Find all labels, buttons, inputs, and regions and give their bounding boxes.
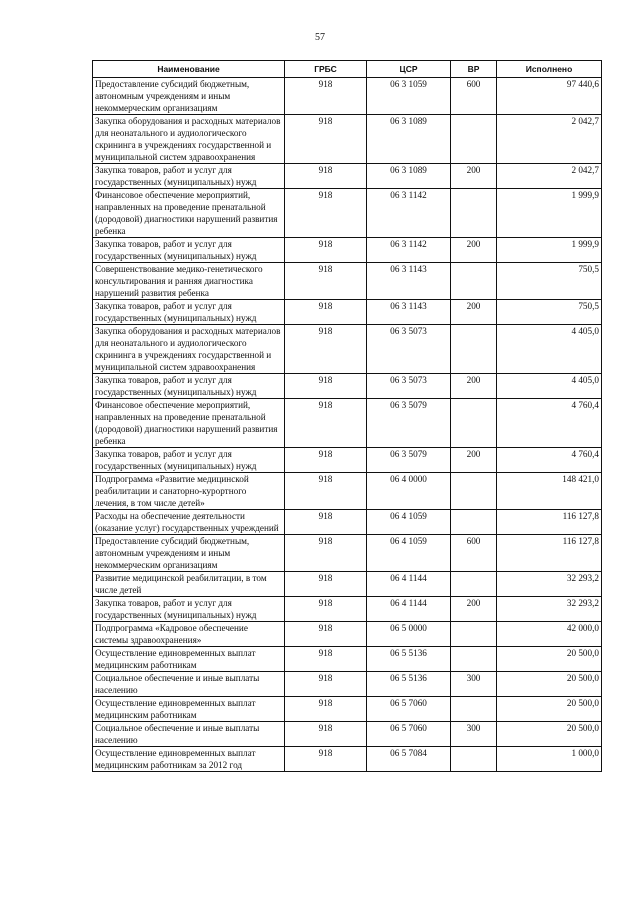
cell-amount: 97 440,6 xyxy=(497,78,602,115)
cell-grbs: 918 xyxy=(285,164,367,189)
table-row xyxy=(93,747,602,772)
cell-vr: 600 xyxy=(451,535,497,572)
cell-csr: 06 5 5136 xyxy=(367,647,451,672)
cell-grbs: 918 xyxy=(285,473,367,510)
cell-amount: 4 405,0 xyxy=(497,374,602,399)
cell-vr: 200 xyxy=(451,374,497,399)
cell-amount: 750,5 xyxy=(497,300,602,325)
cell-amount: 32 293,2 xyxy=(497,597,602,622)
cell-csr: 06 5 5136 xyxy=(367,672,451,697)
table-header-row xyxy=(93,61,602,78)
cell-name: Социальное обеспечение и иные выплаты населению xyxy=(93,672,285,697)
header-csr: ЦСР xyxy=(367,61,451,78)
cell-amount: 20 500,0 xyxy=(497,697,602,722)
table-row xyxy=(93,535,602,572)
cell-name: Финансовое обеспечение мероприятий, направленных на проведение пренатальной (дородовой) диагностики нарушений развития ребенка xyxy=(93,189,285,238)
cell-grbs: 918 xyxy=(285,510,367,535)
table-row xyxy=(93,510,602,535)
cell-csr: 06 4 1059 xyxy=(367,535,451,572)
cell-grbs: 918 xyxy=(285,572,367,597)
cell-csr: 06 3 5073 xyxy=(367,374,451,399)
cell-amount: 42 000,0 xyxy=(497,622,602,647)
cell-csr: 06 4 1144 xyxy=(367,597,451,622)
table-row xyxy=(93,572,602,597)
cell-amount: 32 293,2 xyxy=(497,572,602,597)
table-row xyxy=(93,597,602,622)
cell-csr: 06 4 1059 xyxy=(367,510,451,535)
table-row xyxy=(93,325,602,374)
cell-vr xyxy=(451,325,497,374)
cell-amount: 1 999,9 xyxy=(497,238,602,263)
cell-csr: 06 3 5079 xyxy=(367,448,451,473)
cell-grbs: 918 xyxy=(285,697,367,722)
cell-csr: 06 3 5073 xyxy=(367,325,451,374)
cell-name: Закупка оборудования и расходных материалов для неонатального и аудиологического скрининга в учреждениях государственной и муниципальной систем здравоохранения xyxy=(93,115,285,164)
table-row xyxy=(93,473,602,510)
cell-grbs: 918 xyxy=(285,189,367,238)
table-row xyxy=(93,722,602,747)
table-row xyxy=(93,115,602,164)
cell-vr: 200 xyxy=(451,448,497,473)
cell-csr: 06 4 0000 xyxy=(367,473,451,510)
cell-name: Осуществление единовременных выплат медицинским работникам xyxy=(93,647,285,672)
table-row xyxy=(93,448,602,473)
cell-grbs: 918 xyxy=(285,374,367,399)
cell-amount: 20 500,0 xyxy=(497,722,602,747)
table-row xyxy=(93,263,602,300)
cell-amount: 4 405,0 xyxy=(497,325,602,374)
cell-csr: 06 3 1143 xyxy=(367,263,451,300)
cell-vr: 200 xyxy=(451,597,497,622)
cell-grbs: 918 xyxy=(285,238,367,263)
cell-name: Закупка товаров, работ и услуг для государственных (муниципальных) нужд xyxy=(93,597,285,622)
table-row xyxy=(93,647,602,672)
header-vr: ВР xyxy=(451,61,497,78)
cell-amount: 116 127,8 xyxy=(497,535,602,572)
table-row xyxy=(93,622,602,647)
table-row xyxy=(93,238,602,263)
cell-csr: 06 3 1089 xyxy=(367,164,451,189)
cell-grbs: 918 xyxy=(285,115,367,164)
cell-vr xyxy=(451,697,497,722)
cell-amount: 20 500,0 xyxy=(497,647,602,672)
cell-grbs: 918 xyxy=(285,747,367,772)
cell-amount: 750,5 xyxy=(497,263,602,300)
cell-name: Закупка товаров, работ и услуг для государственных (муниципальных) нужд xyxy=(93,238,285,263)
cell-csr: 06 4 1144 xyxy=(367,572,451,597)
cell-name: Расходы на обеспечение деятельности (оказание услуг) государственных учреждений xyxy=(93,510,285,535)
cell-amount: 4 760,4 xyxy=(497,399,602,448)
cell-amount: 116 127,8 xyxy=(497,510,602,535)
cell-vr xyxy=(451,572,497,597)
header-grbs: ГРБС xyxy=(285,61,367,78)
cell-vr: 200 xyxy=(451,300,497,325)
cell-name: Осуществление единовременных выплат медицинским работникам за 2012 год xyxy=(93,747,285,772)
cell-name: Закупка оборудования и расходных материалов для неонатального и аудиологического скрининга в учреждениях государственной и муниципальной систем здравоохранения xyxy=(93,325,285,374)
cell-name: Закупка товаров, работ и услуг для государственных (муниципальных) нужд xyxy=(93,448,285,473)
cell-grbs: 918 xyxy=(285,722,367,747)
cell-csr: 06 3 1089 xyxy=(367,115,451,164)
cell-grbs: 918 xyxy=(285,399,367,448)
cell-name: Предоставление субсидий бюджетным, автономным учреждениям и иным некоммерческим организациям xyxy=(93,78,285,115)
cell-csr: 06 3 1143 xyxy=(367,300,451,325)
cell-name: Подпрограмма «Кадровое обеспечение системы здравоохранения» xyxy=(93,622,285,647)
table-row xyxy=(93,300,602,325)
page-number: 57 xyxy=(315,32,325,43)
table-row xyxy=(93,672,602,697)
cell-vr xyxy=(451,510,497,535)
cell-name: Осуществление единовременных выплат медицинским работникам xyxy=(93,697,285,722)
cell-name: Развитие медицинской реабилитации, в том числе детей xyxy=(93,572,285,597)
cell-csr: 06 3 1059 xyxy=(367,78,451,115)
cell-vr xyxy=(451,747,497,772)
cell-grbs: 918 xyxy=(285,672,367,697)
cell-amount: 20 500,0 xyxy=(497,672,602,697)
cell-grbs: 918 xyxy=(285,535,367,572)
table-row xyxy=(93,189,602,238)
cell-csr: 06 5 7060 xyxy=(367,697,451,722)
header-amount: Исполнено xyxy=(497,61,602,78)
cell-name: Предоставление субсидий бюджетным, автономным учреждениям и иным некоммерческим организациям xyxy=(93,535,285,572)
budget-table xyxy=(92,60,602,772)
table-row xyxy=(93,399,602,448)
cell-vr xyxy=(451,189,497,238)
cell-vr xyxy=(451,622,497,647)
header-name: Наименование xyxy=(93,61,285,78)
cell-grbs: 918 xyxy=(285,325,367,374)
cell-name: Финансовое обеспечение мероприятий, направленных на проведение пренатальной (дородовой) диагностики нарушений развития ребенка xyxy=(93,399,285,448)
table-row xyxy=(93,78,602,115)
cell-amount: 1 000,0 xyxy=(497,747,602,772)
cell-name: Закупка товаров, работ и услуг для государственных (муниципальных) нужд xyxy=(93,164,285,189)
cell-grbs: 918 xyxy=(285,622,367,647)
cell-csr: 06 3 1142 xyxy=(367,189,451,238)
cell-grbs: 918 xyxy=(285,448,367,473)
cell-vr xyxy=(451,263,497,300)
cell-grbs: 918 xyxy=(285,597,367,622)
cell-vr: 600 xyxy=(451,78,497,115)
cell-csr: 06 3 5079 xyxy=(367,399,451,448)
table-row xyxy=(93,374,602,399)
cell-grbs: 918 xyxy=(285,647,367,672)
cell-amount: 2 042,7 xyxy=(497,115,602,164)
cell-name: Закупка товаров, работ и услуг для государственных (муниципальных) нужд xyxy=(93,374,285,399)
cell-csr: 06 5 7060 xyxy=(367,722,451,747)
cell-csr: 06 5 0000 xyxy=(367,622,451,647)
cell-vr xyxy=(451,473,497,510)
cell-name: Подпрограмма «Развитие медицинской реабилитации и санаторно-курортного лечения, в том числе детей» xyxy=(93,473,285,510)
cell-name: Совершенствование медико-генетического консультирования и ранняя диагностика нарушений развития ребенка xyxy=(93,263,285,300)
cell-name: Закупка товаров, работ и услуг для государственных (муниципальных) нужд xyxy=(93,300,285,325)
table-row xyxy=(93,697,602,722)
cell-vr xyxy=(451,115,497,164)
cell-vr xyxy=(451,647,497,672)
cell-vr: 200 xyxy=(451,164,497,189)
cell-name: Социальное обеспечение и иные выплаты населению xyxy=(93,722,285,747)
cell-vr: 300 xyxy=(451,722,497,747)
cell-amount: 1 999,9 xyxy=(497,189,602,238)
table-row xyxy=(93,164,602,189)
cell-amount: 4 760,4 xyxy=(497,448,602,473)
table-body xyxy=(93,78,602,772)
cell-vr: 300 xyxy=(451,672,497,697)
cell-amount: 2 042,7 xyxy=(497,164,602,189)
cell-csr: 06 3 1142 xyxy=(367,238,451,263)
cell-amount: 148 421,0 xyxy=(497,473,602,510)
cell-csr: 06 5 7084 xyxy=(367,747,451,772)
cell-grbs: 918 xyxy=(285,300,367,325)
cell-vr xyxy=(451,399,497,448)
cell-vr: 200 xyxy=(451,238,497,263)
cell-grbs: 918 xyxy=(285,263,367,300)
cell-grbs: 918 xyxy=(285,78,367,115)
